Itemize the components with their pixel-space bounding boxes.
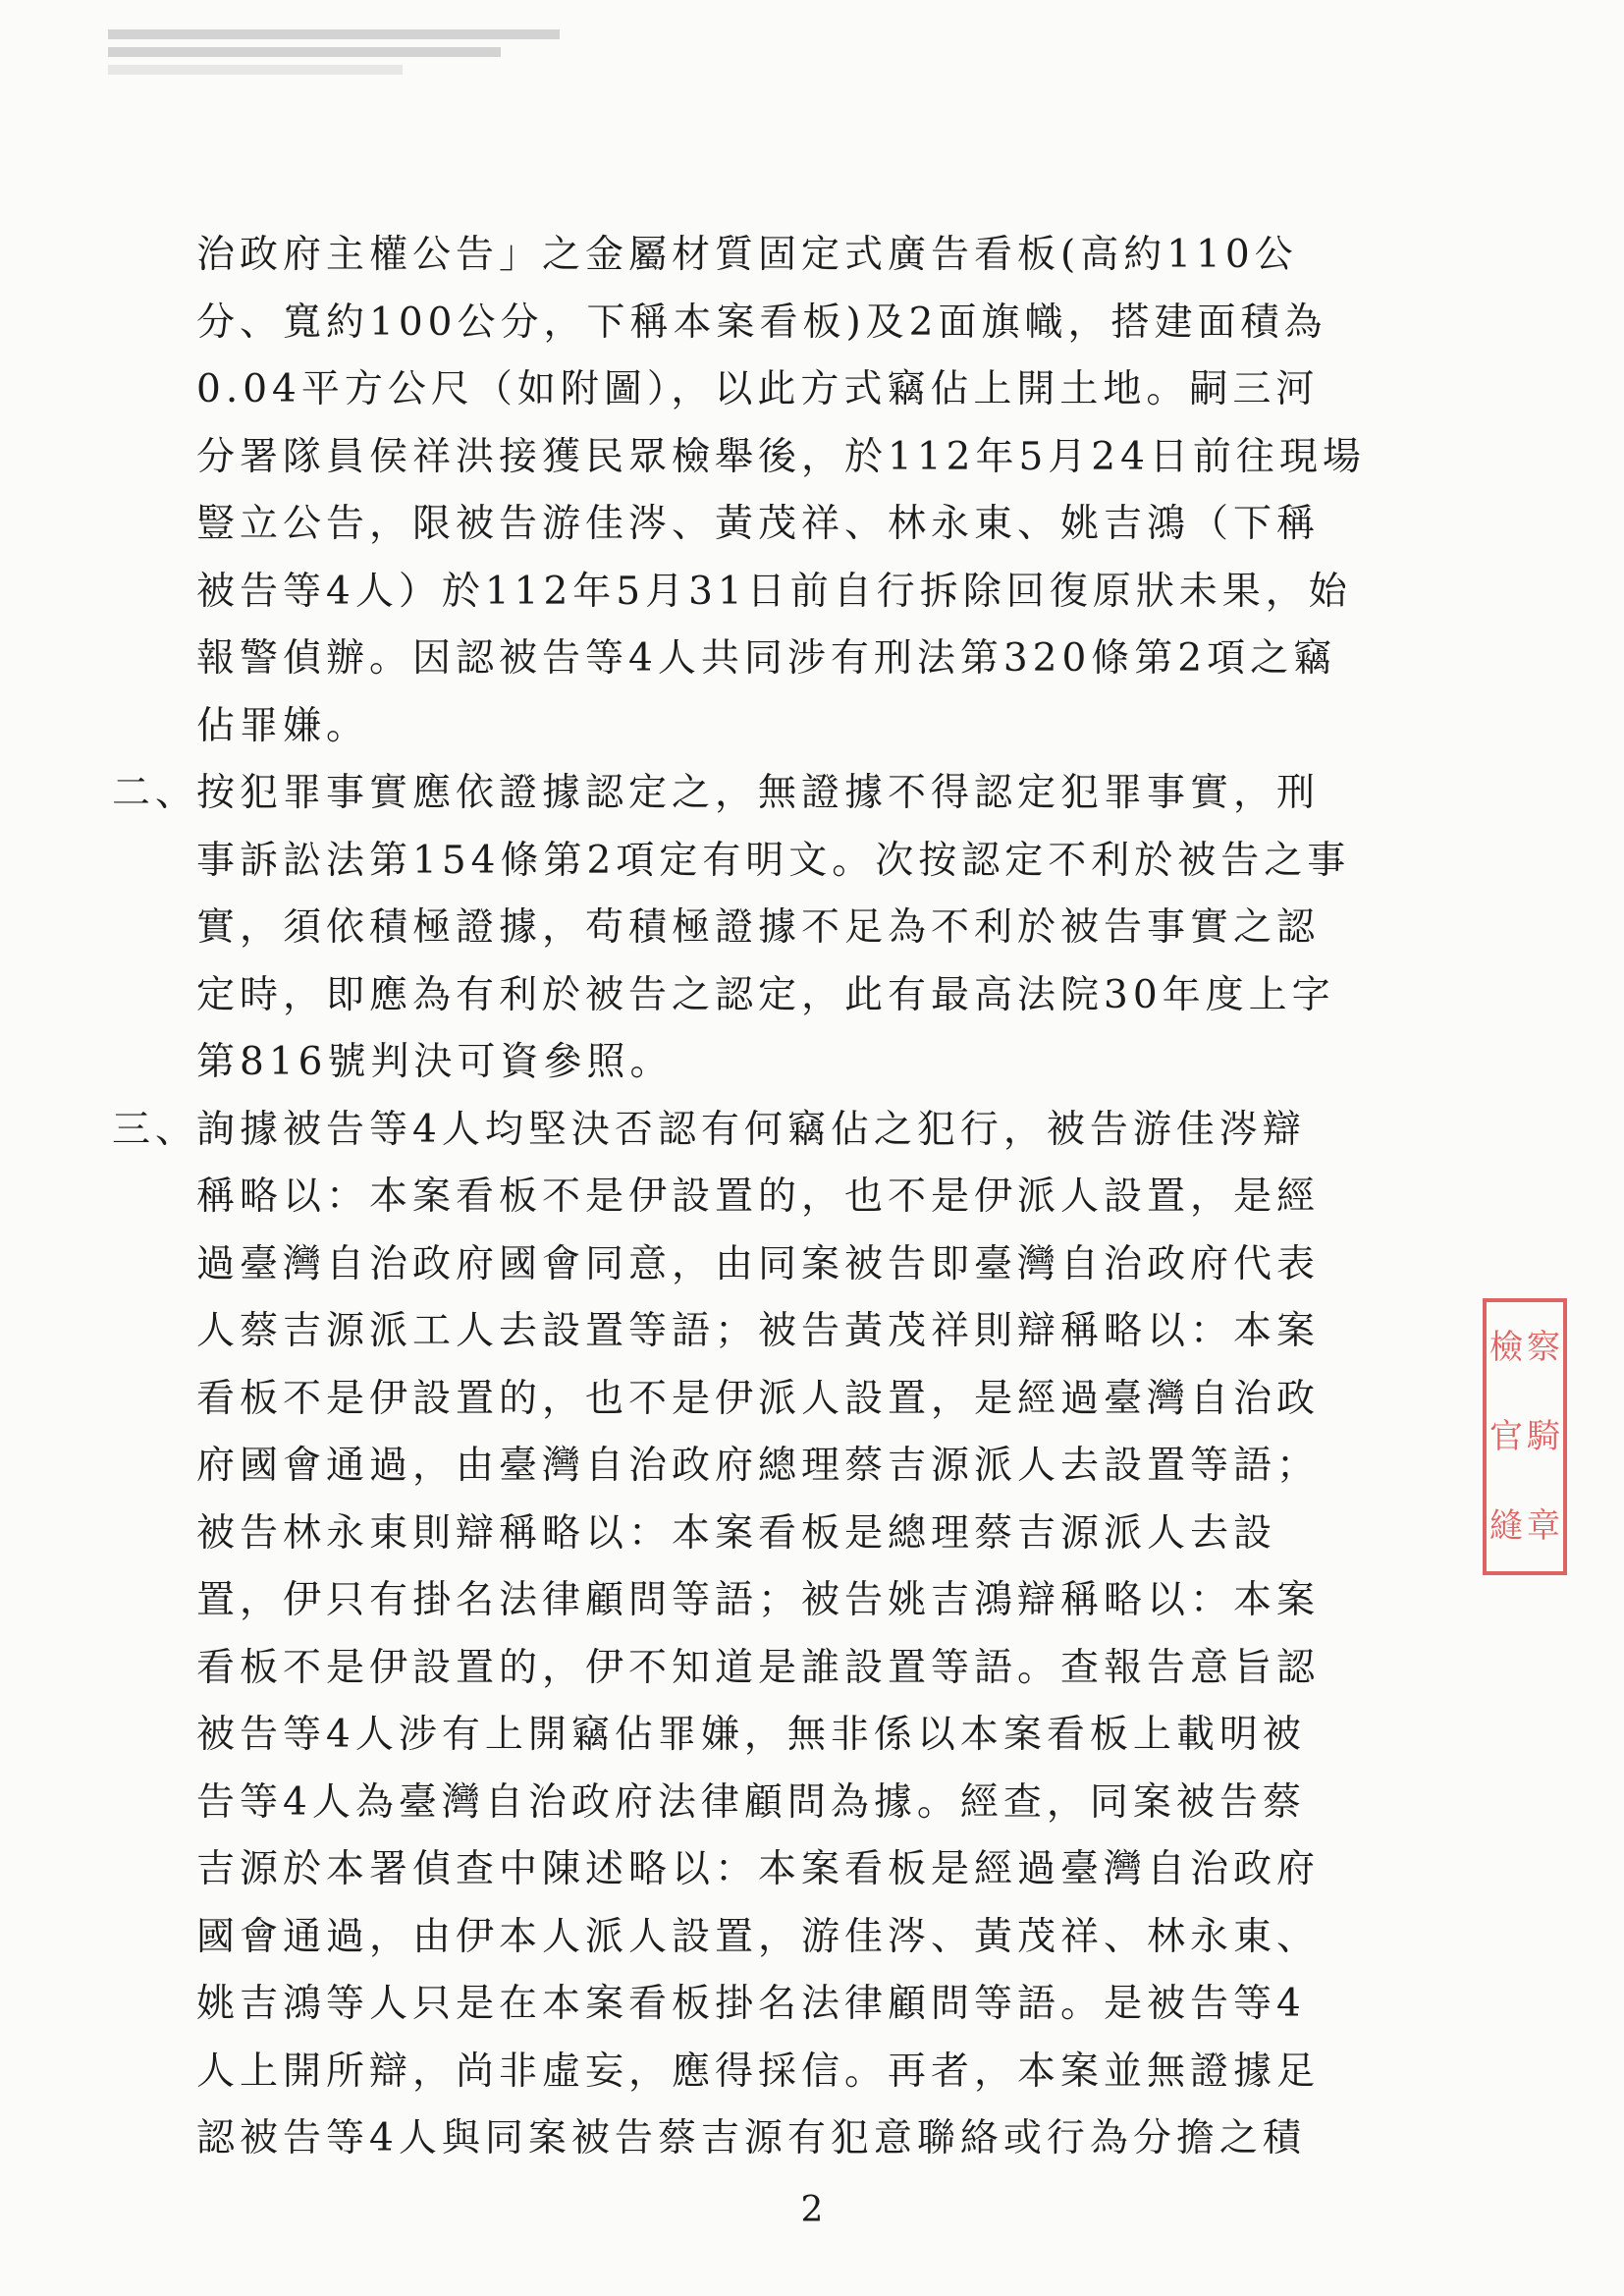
text-line: 告等4人為臺灣自治政府法律顧問為據。經查，同案被告蔡 [196,1779,1306,1825]
section-marker: 三、 [112,1107,199,1152]
text-line: 過臺灣自治政府國會同意，由同案被告即臺灣自治政府代表 [196,1241,1321,1286]
text-line: 人蔡吉源派工人去設置等語；被告黃茂祥則辯稱略以：本案 [196,1309,1321,1353]
text-line: 分署隊員侯祥洪接獲民眾檢舉後，於112年5月24日前往現場 [196,434,1366,479]
page-number: 2 [800,2190,824,2230]
stamp-character: 騎 [1527,1416,1560,1456]
text-line: 分、寬約100公分，下稱本案看板)及2面旗幟，搭建面積為 [196,300,1327,345]
text-line: 姚吉鴻等人只是在本案看板掛名法律顧問等語。是被告等4 [196,1982,1306,2026]
section-line [112,760,1424,828]
text-line: 佔罪嫌。 [196,703,370,748]
section-two [112,760,1424,1097]
text-line: 0.04平方公尺（如附圖），以此方式竊佔上開土地。嗣三河 [196,367,1320,411]
text-line: 府國會通過，由臺灣自治政府總理蔡吉源派人去設置等語； [196,1444,1321,1488]
text-line: 詢據被告等4人均堅決否認有何竊佔之犯行，被告游佳涔辯 [196,1107,1306,1152]
section-line [112,1097,1424,1165]
text-line: 國會通過，由伊本人派人設置，游佳涔、黃茂祥、林永東、 [196,1914,1321,1959]
text-line: 被告林永東則辯稱略以：本案看板是總理蔡吉源派人去設 [196,1510,1277,1556]
text-line: 報警偵辦。因認被告等4人共同涉有刑法第320條第2項之竊 [196,636,1337,681]
text-line: 按犯罪事實應依證據認定之，無證據不得認定犯罪事實，刑 [196,771,1321,815]
text-line: 看板不是伊設置的，伊不知道是誰設置等語。查報告意旨認 [196,1645,1321,1690]
text-line: 第816號判決可資參照。 [196,1040,674,1084]
document-body [112,222,1424,2173]
section-three [112,1097,1424,2173]
text-line: 治政府主權公告」之金屬材質固定式廣告看板(高約110公 [196,233,1298,277]
scanned-header-residue [108,29,599,98]
section-marker: 二、 [112,771,199,815]
text-line: 被告等4人涉有上開竊佔罪嫌，無非係以本案看板上載明被 [196,1713,1306,1757]
stamp-character: 察 [1527,1327,1560,1367]
text-line: 稱略以：本案看板不是伊設置的，也不是伊派人設置，是經 [196,1175,1321,1219]
stamp-character: 章 [1527,1506,1560,1547]
text-line: 事訴訟法第154條第2項定有明文。次按認定不利於被告之事 [196,838,1351,883]
text-line: 認被告等4人與同案被告蔡吉源有犯意聯絡或行為分擔之積 [196,2116,1306,2160]
stamp-character: 檢 [1489,1327,1523,1367]
text-line: 置，伊只有掛名法律顧問等語；被告姚吉鴻辯稱略以：本案 [196,1578,1321,1622]
text-line: 被告等4人）於112年5月31日前自行拆除回復原狀未果，始 [196,569,1352,614]
text-line: 定時，即應為有利於被告之認定，此有最高法院30年度上字 [196,972,1335,1017]
stamp-character: 官 [1489,1416,1523,1456]
text-line: 豎立公告，限被告游佳涔、黃茂祥、林永東、姚吉鴻（下稱 [196,502,1321,546]
text-line: 吉源於本署偵查中陳述略以：本案看板是經過臺灣自治政府 [196,1847,1321,1891]
stamp-character: 縫 [1489,1506,1523,1547]
seam-seal-stamp [1483,1298,1567,1575]
text-line: 人上開所辯，尚非虛妄，應得採信。再者，本案並無證據足 [196,2049,1321,2094]
text-line: 實，須依積極證據，苟積極證據不足為不利於被告事實之認 [196,905,1321,950]
intro-paragraph [196,222,1424,760]
text-line: 看板不是伊設置的，也不是伊派人設置，是經過臺灣自治政 [196,1376,1321,1421]
